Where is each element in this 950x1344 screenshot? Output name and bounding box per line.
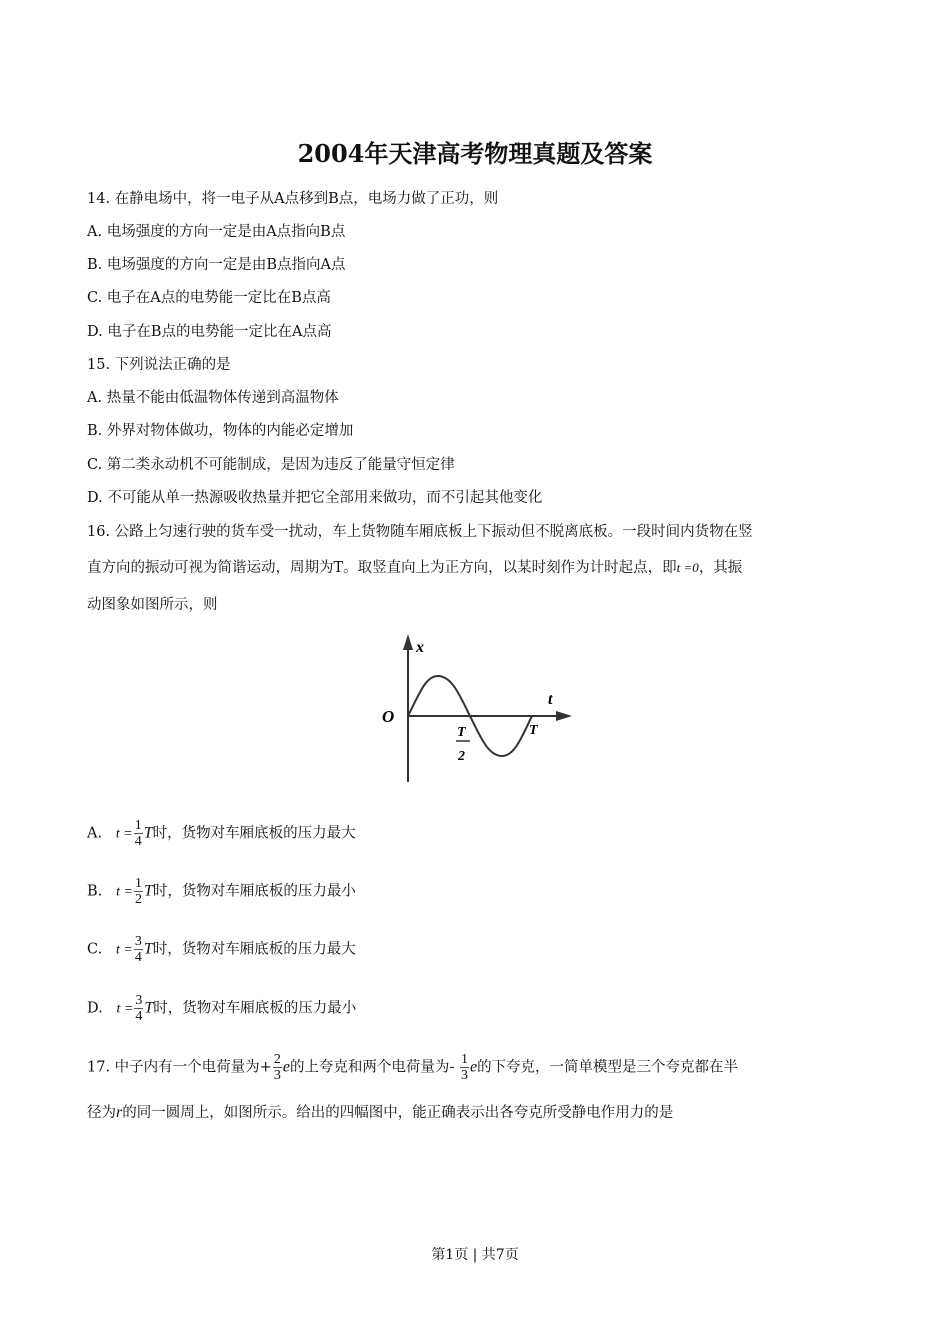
half-period-num: T — [457, 725, 466, 740]
period-label: T — [529, 723, 538, 738]
q16-line1: 16. 公路上匀速行驶的货车受一扰动，车上货物随车厢底板上下振动但不脱离底板。一段时间内货物在竖 — [87, 524, 753, 540]
q15-stem: 15. 下列说法正确的是 — [87, 357, 231, 373]
q16-option-c: C. t = $\frac{3}{4}$ T时，货物对车厢底板的压力最大 — [87, 934, 356, 965]
y-axis-label: x — [416, 639, 424, 656]
q16-option-a: A. t = $\frac{1}{4}$ T时，货物对车厢底板的压力最大 — [87, 818, 356, 849]
q16-line2-a: 直方向的振动可视为简谐运动，周期为T。取竖直向上为正方向，以某时刻作为计时起点，即 — [87, 560, 677, 576]
q15-option-c: C. 第二类永动机不可能制成，是因为违反了能量守恒定律 — [87, 457, 455, 473]
q16-line2 — [87, 558, 742, 578]
q15-option-b: B. 外界对物体做功，物体的内能必定增加 — [87, 423, 354, 439]
q16-line3: 动图象如图所示，则 — [87, 597, 218, 613]
q16-option-b: B. t = $\frac{1}{2}$ T时，货物对车厢底板的压力最小 — [87, 876, 356, 907]
q17-line1: 17. 中子内有一个电荷量为+ $\frac{2}{3}$ e的上夸克和两个电荷量为- $\frac{1}{3}$ e的下夸克，一简单模型是三个夸克都在半 — [87, 1052, 739, 1083]
q15-option-d: D. 不可能从单一热源吸收热量并把它全部用来做功，而不引起其他变化 — [87, 490, 543, 506]
t-axis-arrow-icon — [556, 711, 572, 721]
q15-option-a: A. 热量不能由低温物体传递到高温物体 — [87, 390, 339, 406]
x-axis-arrow-icon — [403, 634, 413, 650]
q14-option-a: A. 电场强度的方向一定是由A点指向B点 — [87, 224, 346, 240]
half-period-den: 2 — [458, 749, 465, 764]
q14-option-c: C. 电子在A点的电势能一定比在B点高 — [87, 290, 331, 306]
page-footer: 第1页 | 共7页 — [431, 1247, 519, 1263]
page-title: 2004年天津高考物理真题及答案 — [297, 139, 653, 168]
q16-t0: t =0 — [676, 560, 699, 575]
q14-stem: 14. 在静电场中，将一电子从A点移到B点，电场力做了正功，则 — [87, 191, 499, 207]
origin-label: O — [382, 707, 395, 726]
q16-option-d: D. t = $\frac{3}{4}$ T时，货物对车厢底板的压力最小 — [87, 993, 357, 1024]
x-axis-label: t — [548, 691, 553, 708]
q14-option-b: B. 电场强度的方向一定是由B点指向A点 — [87, 257, 346, 273]
q14-option-d: D. 电子在B点的电势能一定比在A点高 — [87, 324, 332, 340]
q17-line2: 径为r的同一圆周上，如图所示。给出的四幅图中，能正确表示出各夸克所受静电作用力的是 — [87, 1104, 674, 1121]
q16-line2-b: ，其振 — [698, 560, 743, 576]
oscillation-graph — [370, 630, 590, 790]
